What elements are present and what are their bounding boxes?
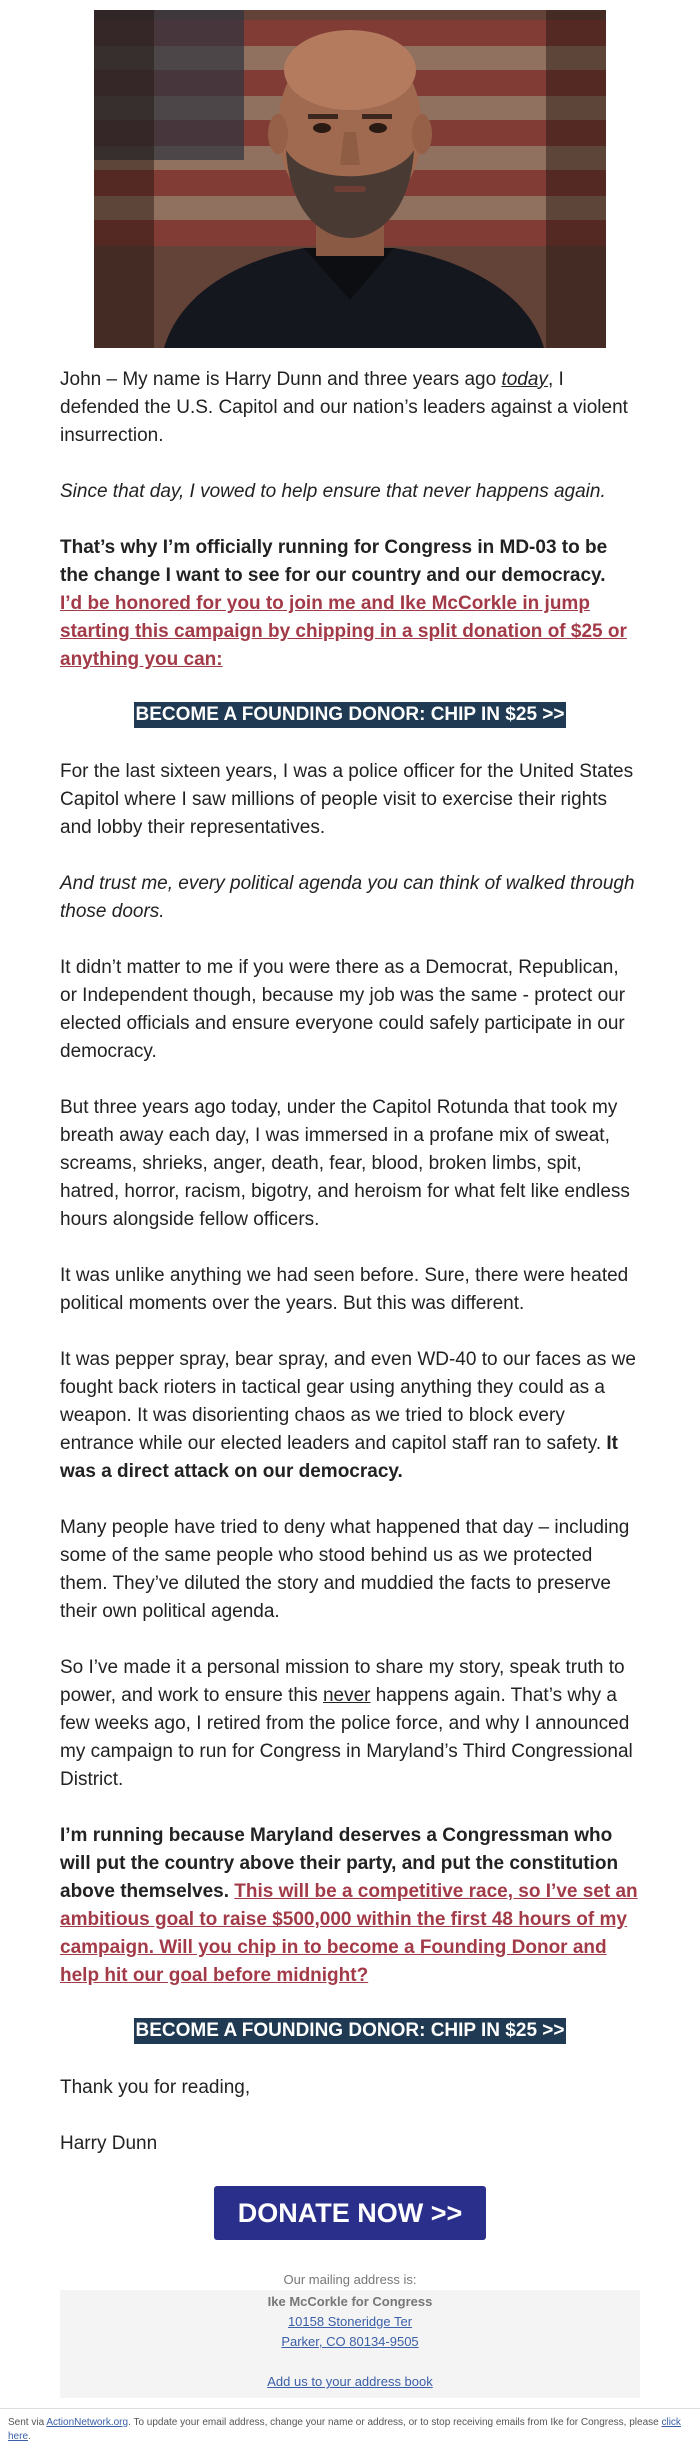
emphasis-never: never [322,1685,371,1706]
actionnetwork-link[interactable]: ActionNetwork.org [46,2417,129,2428]
mission-paragraph: So I’ve made it a personal mission to share my story, speak truth to power, and work to ensure this never happens again. That’s why a few weeks ago, I retired from the police force, and why I announced my campaign to run for Congress in Maryland’s Third Congressional District. [60,1657,633,1790]
street-link[interactable]: 10158 Stoneridge Ter [287,2314,413,2329]
signature: Harry Dunn [60,2133,158,2154]
insurrection-paragraph: But three years ago today, under the Capitol Rotunda that took my breath away each day, I was immersed in a profane mix of sweat, screams, shrieks, anger, death, fear, blood, broken limbs, spit, hatred, horror, racism, bigotry, and heroism for what felt like endless hours alongside fellow officers. [60,1097,630,1230]
thanks-line: Thank you for reading, [60,2077,251,2098]
announcement-paragraph: That’s why I’m officially running for Congress in MD-03 to be the change I want to see for our country and our democracy. I’d be honored for you to join me and Ike McCorkle in jump starting this campaign by chipping in a split donation of $25 or anything you can: [60,537,627,670]
mailing-label: Our mailing address is: [283,2272,417,2287]
goal-donation-link[interactable]: This will be a competitive race, so I’ve set an ambitious goal to raise $500,000 within the first 48 hours of my campaign. Will you chip in to become a Founding Donor and help hit our goal before midnight? [60,1881,638,1986]
split-donation-link[interactable]: I’d be honored for you to join me and Ike McCorkle in jump starting this campaign by chipping in a split donation of $25 or anything you can: [60,593,627,670]
hero-portrait-image [94,10,606,348]
address-box [60,2290,640,2398]
goal-paragraph: I’m running because Maryland deserves a Congressman who will put the country above their party, and put the constitution above themselves. This will be a competitive race, so I’ve set an ambitious goal to raise $500,000 within the first 48 hours of my campaign. Will you chip in to become a Founding Donor and help hit our goal before midnight? [60,1825,638,1986]
address-book-link[interactable]: Add us to your address book [267,2374,433,2389]
donate-now-button[interactable]: DONATE NOW >> [214,2186,486,2240]
agenda-paragraph: And trust me, every political agenda you can think of walked through those doors. [60,873,635,922]
message-content [60,366,640,2240]
org-name: Ike McCorkle for Congress [267,2294,433,2309]
nonpartisan-paragraph: It didn’t matter to me if you were there as a Democrat, Republican, or Independent though, because my job was the same - protect our elected officials and ensure everyone could safely participate in our democracy. [60,957,626,1062]
unprecedented-paragraph: It was unlike anything we had seen before. Sure, there were heated political moments over the years. But this was different. [60,1265,629,1314]
founding-donor-button[interactable]: BECOME A FOUNDING DONOR: CHIP IN $25 >> [134,702,567,728]
intro-paragraph: John – My name is Harry Dunn and three years ago today, I defended the U.S. Capitol and our nation’s leaders against a violent insurrection. [60,369,628,446]
unsubscribe-link[interactable]: click here [8,2417,681,2442]
denial-paragraph: Many people have tried to deny what happened that day – including some of the same people who stood behind us as we protected them. They’ve diluted the story and muddied the facts to preserve their own political agenda. [60,1517,630,1622]
mailing-footer [60,2270,640,2398]
emphasis-today: today [501,369,548,390]
attack-paragraph: It was pepper spray, bear spray, and even WD-40 to our faces as we fought back rioters in tactical gear using anything they could as a weapon. It was disorienting chaos as we tried to block every entrance while our elected leaders and capitol staff ran to safety. It was a direct attack on our democracy. [60,1349,636,1482]
vow-paragraph: Since that day, I vowed to help ensure that never happens again. [60,481,606,502]
service-paragraph: For the last sixteen years, I was a police officer for the United States Capitol where I saw millions of people visit to exercise their rights and lobby their representatives. [60,761,634,838]
city-link[interactable]: Parker, CO 80134-9505 [281,2334,419,2349]
founding-donor-button-bottom[interactable]: BECOME A FOUNDING DONOR: CHIP IN $25 >> [134,2018,567,2044]
footnote: Sent via ActionNetwork.org. To update your email address, change your name or address, or to stop receiving emails from Ike for Congress, please click here. [0,2408,700,2444]
